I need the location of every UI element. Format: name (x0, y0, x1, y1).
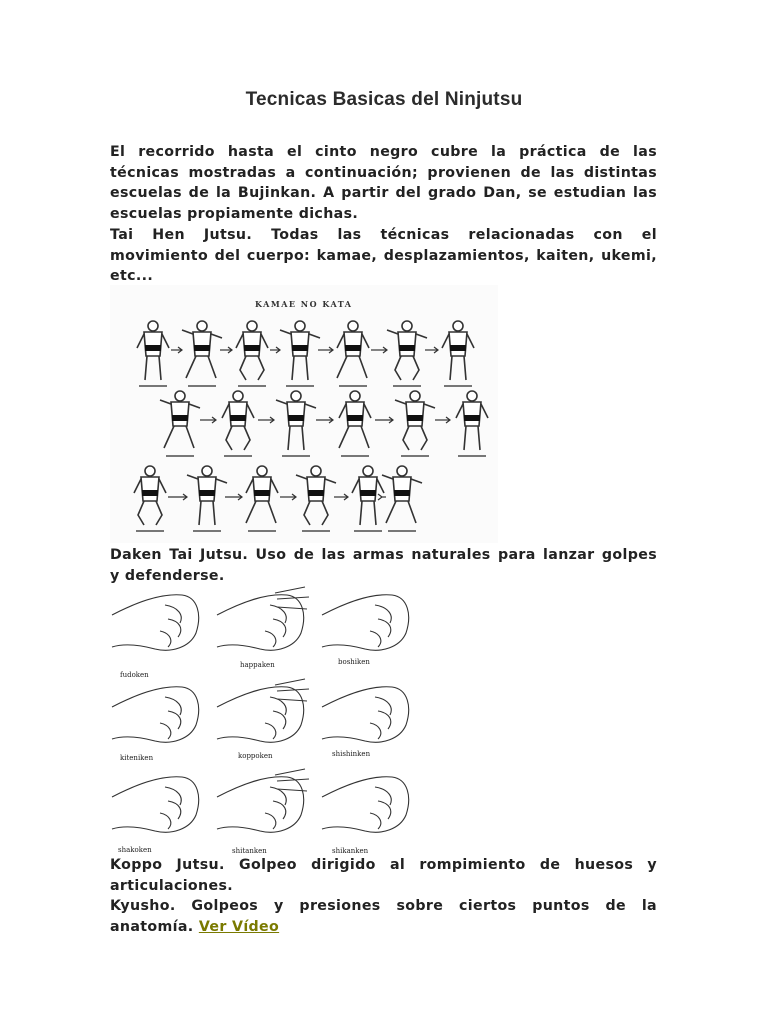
fist-label: shishinken (332, 750, 371, 758)
fist-label: boshiken (338, 658, 370, 666)
daken-line: y defenderse. (110, 567, 225, 584)
kamae-caption: KAMAE NO KATA (255, 299, 353, 309)
tai-hen-line: Tai Hen Jutsu. Todas las técnicas relacionadas con el (110, 226, 657, 243)
fist-sketch (217, 679, 309, 742)
intro-paragraph (110, 142, 657, 287)
fist-sketch (322, 687, 409, 742)
tai-hen-line: etc... (110, 268, 154, 285)
kyusho-text: anatomía. (110, 919, 194, 936)
fists-figure (110, 585, 410, 855)
fist-sketch (217, 769, 309, 832)
koppo-line: articulaciones. (110, 877, 233, 894)
kyusho-line-last (110, 917, 657, 938)
ver-video-link[interactable]: Ver Vídeo (198, 919, 280, 936)
page-title: Tecnicas Basicas del Ninjutsu (245, 89, 523, 110)
intro-line: El recorrido hasta el cinto negro cubre la práctica de las (110, 144, 657, 160)
intro-line: escuelas propiamente dichas. (110, 206, 359, 223)
koppo-line: Koppo Jutsu. Golpeo dirigido al rompimiento de huesos y (110, 857, 657, 873)
tai-hen-line: movimiento del cuerpo: kamae, desplazamientos, kaiten, ukemi, (110, 247, 657, 264)
koppo-paragraph (110, 855, 657, 938)
intro-line: técnicas mostradas a continuación; provienen de las distintas (110, 164, 657, 181)
kamae-figure (110, 285, 498, 543)
daken-paragraph (110, 545, 657, 586)
kamae-illustration (110, 285, 498, 543)
fist-sketch (112, 595, 199, 650)
fist-sketch (322, 777, 409, 832)
fist-sketch (112, 687, 199, 742)
fist-label: happaken (240, 661, 275, 669)
fist-label: shikanken (332, 847, 369, 855)
daken-line: Daken Tai Jutsu. Uso de las armas naturales para lanzar golpes (110, 547, 657, 563)
fist-label: kiteniken (120, 754, 154, 762)
kyusho-line: Kyusho. Golpeos y presiones sobre ciertos puntos de la (110, 898, 657, 915)
fist-sketch (112, 777, 199, 832)
intro-line: escuelas de la Bujinkan. A partir del grado Dan, se estudian las (110, 185, 657, 202)
fist-label: fudoken (120, 671, 149, 679)
fist-sketch (322, 595, 409, 650)
fist-label: shitanken (232, 847, 267, 855)
fist-label: shakoken (118, 846, 152, 854)
fists-illustration (110, 585, 410, 855)
fist-sketch (217, 587, 309, 650)
fist-label: koppoken (238, 752, 273, 760)
